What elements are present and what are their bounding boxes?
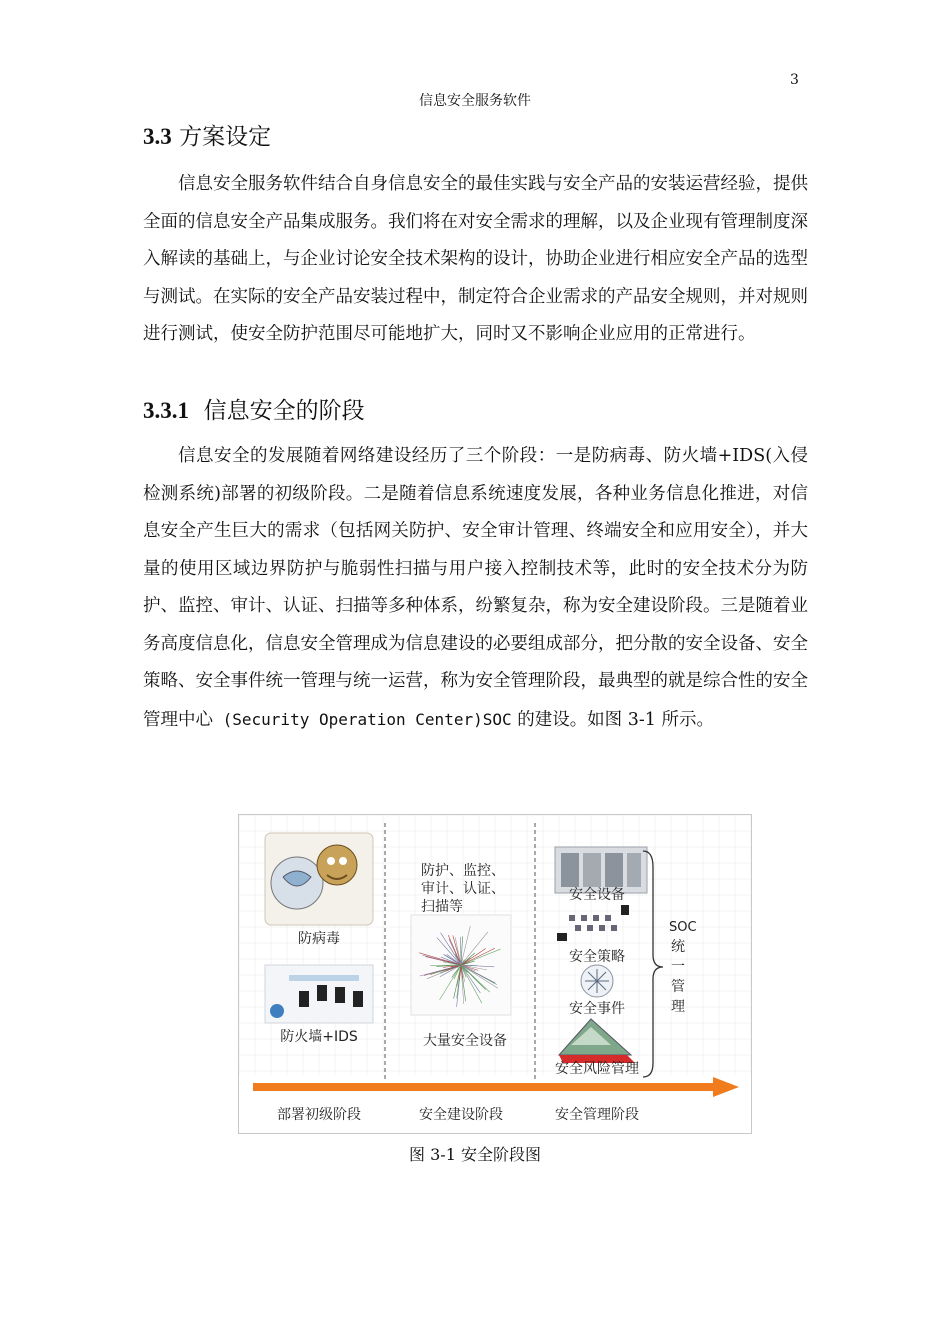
stage-label-build: 安全建设阶段 [419, 1107, 503, 1123]
page-number: 3 [790, 72, 799, 88]
subsection-heading [143, 392, 365, 425]
soc-label-events: 安全事件 [569, 1001, 625, 1017]
paragraph-text-part1: 信息安全的发展随着网络建设经历了三个阶段：一是防病毒、防火墙+IDS(入侵检测系统)部署的初级阶段。二是随着信息系统速度发展，各种业务信息化推进，对信息安全产生巨大的需求（包括网关防护、安全审计管理、终端安全和应用安全），并大量的使用区域边界防护与脆弱性扫描与用户接入控制技术等，此时的安全技术分为防护、监控、审计、认证、扫描等多种体系，纷繁复杂，称为安全建设阶段。三是随着业务高度信息化，信息安全管理成为信息建设的必要组成部分，把分散的安全设备、安全策略、安全事件统一管理与统一运营，称为安全管理阶段，最典型的就是综合性的安全管理中心 [143, 446, 808, 730]
event-illustration [581, 965, 613, 997]
section-number: 3.3 [143, 124, 172, 149]
subsection-title: 信息安全的阶段 [203, 398, 365, 424]
risk-pyramid-illustration [559, 1019, 635, 1063]
soc-label-line-2: 统 [671, 939, 685, 955]
soc-label-devices: 安全设备 [569, 887, 625, 903]
antivirus-label: 防病毒 [298, 931, 340, 947]
soc-label-risk: 安全风险管理 [555, 1061, 639, 1077]
figure-caption: 图 3-1 安全阶段图 [409, 1145, 541, 1164]
soc-label-line-4: 管 [671, 979, 685, 995]
policy-illustration [557, 905, 629, 941]
paragraph-soc-term: (Security Operation Center)SOC [213, 709, 512, 729]
tech-list-line-3: 扫描等 [421, 899, 463, 915]
paragraph-text-part2: 的建设。如图 3-1 所示。 [511, 709, 714, 730]
tech-list-line-2: 审计、认证、 [421, 881, 505, 897]
security-stages-figure [238, 814, 752, 1134]
timeline-arrow [253, 1077, 739, 1097]
section-title: 方案设定 [179, 124, 272, 150]
firewall-illustration [265, 965, 373, 1023]
running-header: 信息安全服务软件 [419, 93, 531, 109]
virus-illustration [265, 833, 373, 925]
subsection-paragraph [143, 438, 808, 739]
mass-devices-label: 大量安全设备 [423, 1033, 507, 1049]
network-graph-illustration [411, 915, 511, 1015]
soc-label-line-5: 理 [671, 999, 685, 1015]
stage-label-initial: 部署初级阶段 [277, 1107, 361, 1123]
section-heading [143, 118, 271, 151]
figure-canvas [239, 815, 751, 1133]
subsection-number: 3.3.1 [143, 398, 189, 423]
section-paragraph: 信息安全服务软件结合自身信息安全的最佳实践与安全产品的安装运营经验，提供全面的信息安全产品集成服务。我们将在对安全需求的理解，以及企业现有管理制度深入解读的基础上，与企业讨论安全技术架构的设计，协助企业进行相应安全产品的选型与测试。在实际的安全产品安装过程中，制定符合企业需求的产品安全规则，并对规则进行测试，使安全防护范围尽可能地扩大，同时又不影响企业应用的正常进行。 [143, 174, 808, 344]
soc-label-policy: 安全策略 [569, 949, 625, 965]
firewall-ids-label: 防火墙+IDS [280, 1029, 358, 1045]
soc-label-line-3: 一 [671, 959, 685, 975]
stage-label-management: 安全管理阶段 [555, 1107, 639, 1123]
soc-label-line-1: SOC [669, 920, 697, 935]
tech-list-line-1: 防护、监控、 [421, 863, 505, 879]
soc-unified-label [669, 920, 697, 1015]
